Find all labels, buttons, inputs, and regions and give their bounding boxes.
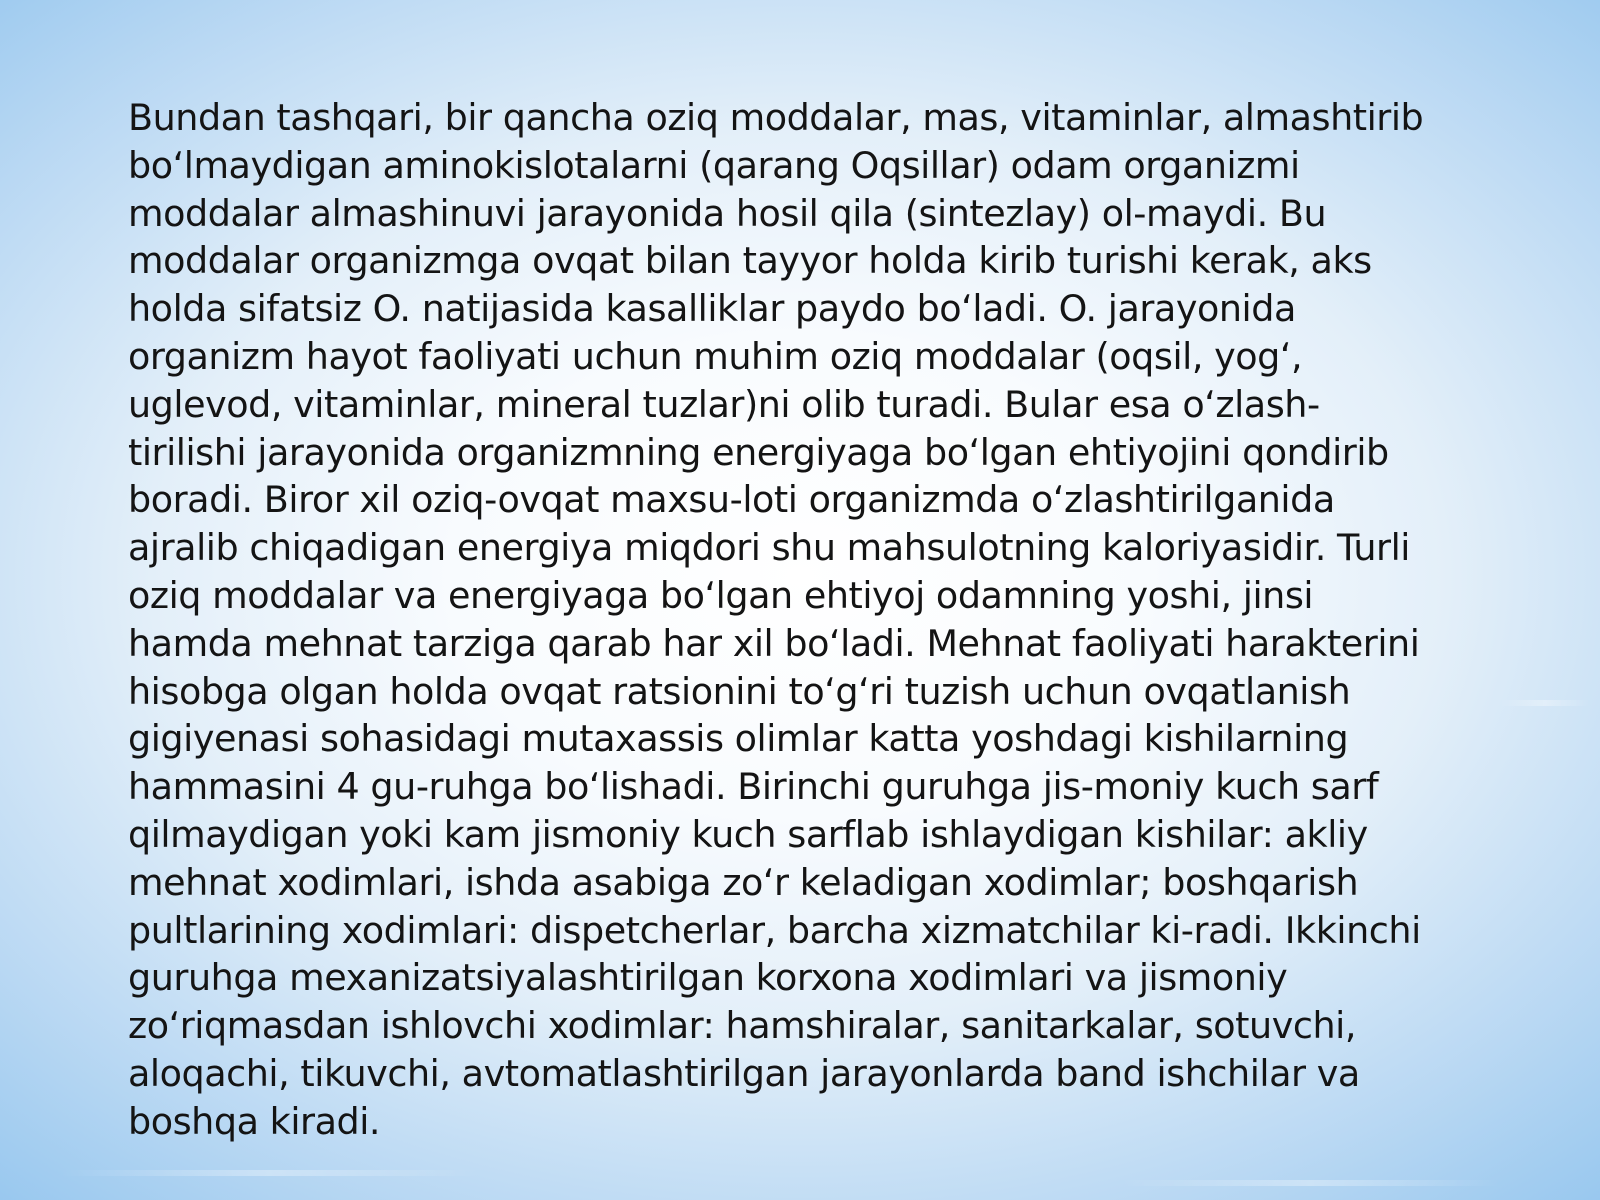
text-line: hamda mehnat tarziga qarab har xil boʻladi. Mehnat faoliyati harakterini	[128, 621, 1420, 665]
text-line: boshqa kiradi.	[128, 1099, 381, 1143]
text-line: boradi. Biror xil oziq-ovqat maxsu-loti organizmda oʻzlashtirilganida	[128, 478, 1335, 522]
text-line: moddalar almashinuvi jarayonida hosil qila (sintezlay) ol-maydi. Bu	[128, 191, 1327, 235]
text-line: hammasini 4 gu-ruhga boʻlishadi. Birinchi guruhga jis-moniy kuch sarf	[128, 765, 1379, 809]
text-line: qilmaydigan yoki kam jismoniy kuch sarflab ishlaydigan kishilar: akliy	[128, 812, 1368, 856]
text-line: holda sifatsiz O. natijasida kasalliklar paydo boʻladi. O. jarayonida	[128, 287, 1296, 331]
text-line: tirilishi jarayonida organizmning energiyaga boʻlgan ehtiyojini qondirib	[128, 430, 1389, 474]
background-streak	[1500, 700, 1590, 706]
background-streak	[1120, 1180, 1500, 1186]
text-line: mehnat xodimlari, ishda asabiga zoʻr keladigan xodimlar; boshqarish	[128, 860, 1359, 904]
text-line: moddalar organizmga ovqat bilan tayyor holda kirib turishi kerak, aks	[128, 239, 1372, 283]
text-line: zoʻriqmasdan ishlovchi xodimlar: hamshiralar, sanitarkalar, sotuvchi,	[128, 1004, 1357, 1048]
background-streak	[60, 1170, 480, 1176]
text-line: uglevod, vitaminlar, mineral tuzlar)ni olib turadi. Bular esa oʻzlash-	[128, 382, 1320, 426]
text-line: Bundan tashqari, bir qancha oziq moddalar, mas, vitaminlar, almashtirib	[128, 96, 1424, 139]
text-line: ajralib chiqadigan energiya miqdori shu mahsulotning kaloriyasidir. Turli	[128, 526, 1410, 570]
text-line: organizm hayot faoliyati uchun muhim oziq moddalar (oqsil, yogʻ,	[128, 334, 1303, 378]
text-line: guruhga mexanizatsiyalashtirilgan korxona xodimlari va jismoniy	[128, 956, 1288, 1000]
text-line: aloqachi, tikuvchi, avtomatlashtirilgan jarayonlarda band ishchilar va	[128, 1051, 1360, 1095]
text-line: gigiyenasi sohasidagi mutaxassis olimlar katta yoshdagi kishilarning	[128, 717, 1349, 761]
text-line: pultlarining xodimlari: dispetcherlar, barcha xizmatchilar ki-radi. Ikkinchi	[128, 908, 1421, 952]
text-line: hisobga olgan holda ovqat ratsionini toʻgʻri tuzish uchun ovqatlanish	[128, 669, 1351, 713]
text-line: oziq moddalar va energiyaga boʻlgan ehtiyoj odamning yoshi, jinsi	[128, 573, 1314, 617]
text-line: boʻlmaydigan aminokislotalarni (qarang Oqsillar) odam organizmi	[128, 143, 1300, 187]
body-text	[128, 94, 1498, 1146]
